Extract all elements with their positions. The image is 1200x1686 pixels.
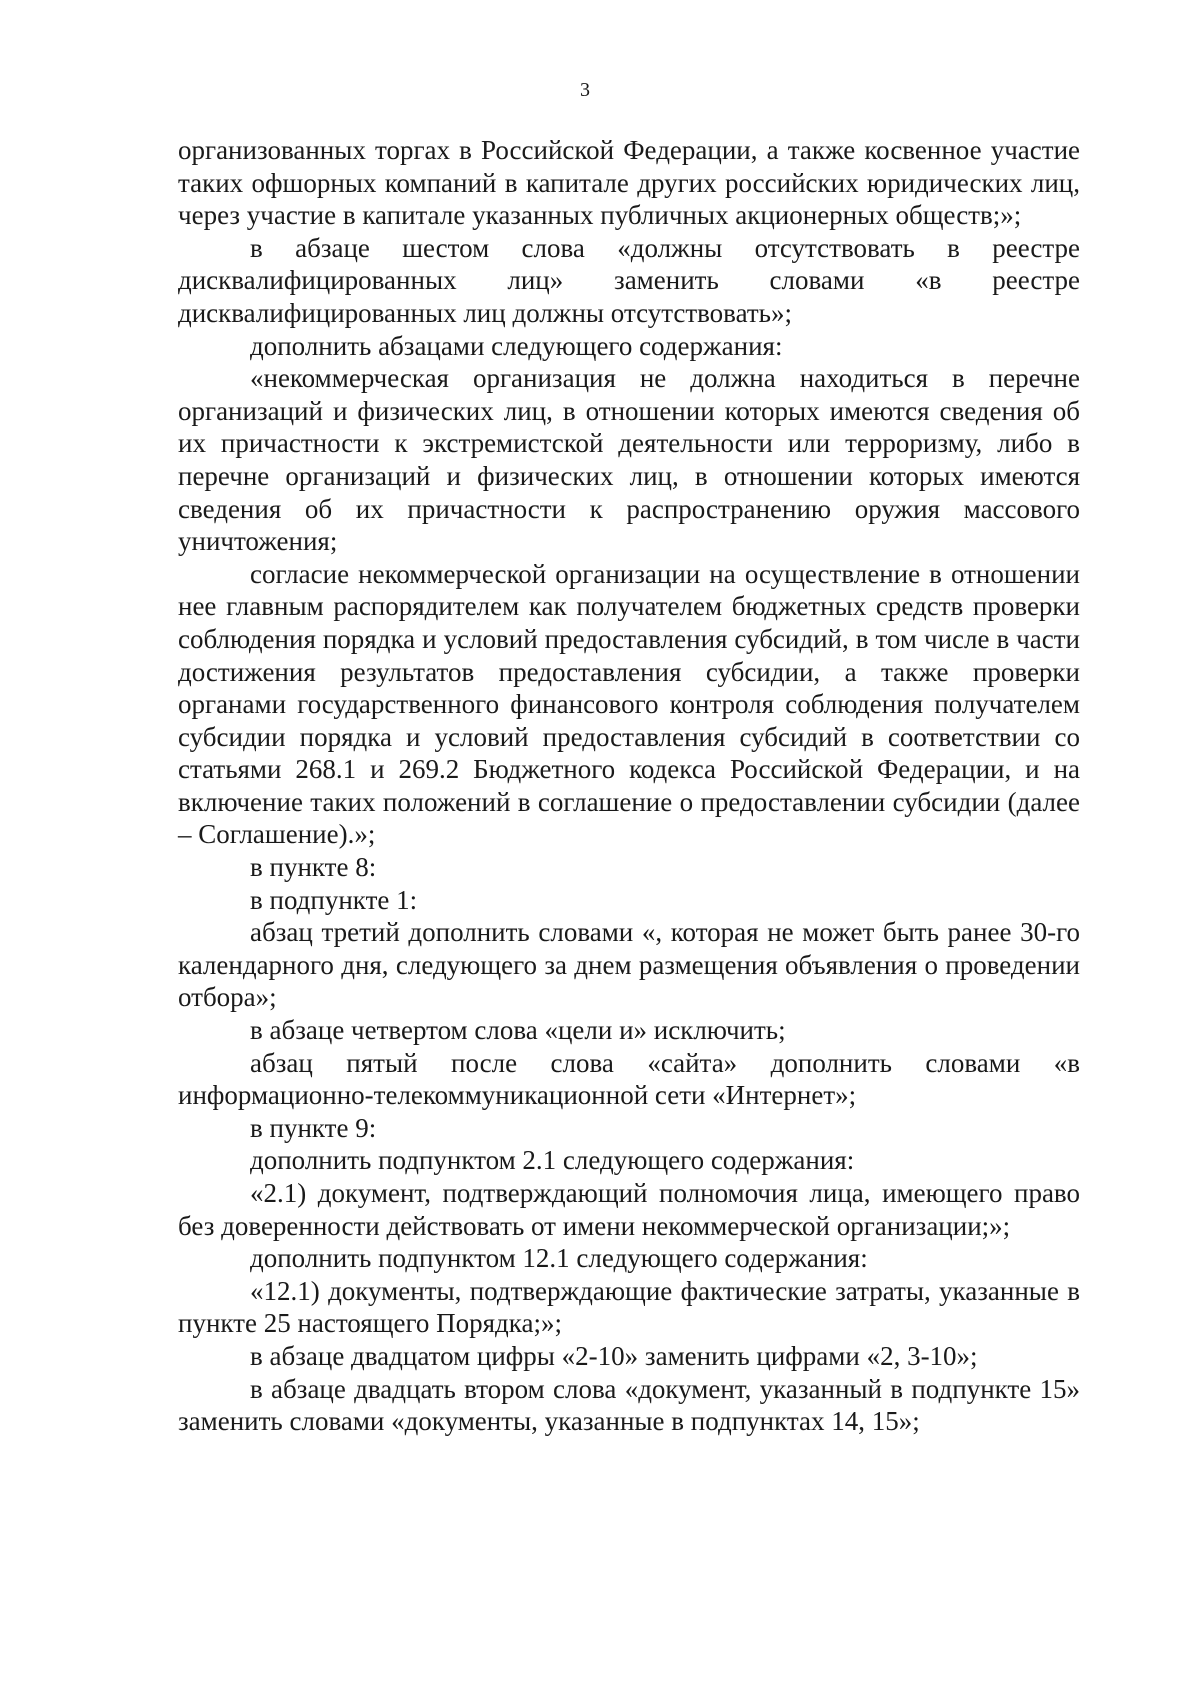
paragraph: в абзаце шестом слова «должны отсутствовать в реестре дисквалифицированных лиц» заменить словами «в реестре дисквалифицированных лиц должны отсутствовать»; xyxy=(178,232,1080,328)
paragraph: «2.1) документ, подтверждающий полномочия лица, имеющего право без доверенности действовать от имени некоммерческой организации;»; xyxy=(178,1178,1080,1241)
paragraph: в подпункте 1: xyxy=(250,884,418,915)
paragraph: согласие некоммерческой организации на осуществление в отношении нее главным распорядителем как получателем бюджетных средств проверки соблюдения порядка и условий предоставления субсидий, в том числе в части достижения результатов предоставления субсидии, а также проверки органами государственного финансового контроля соблюдения получателем субсидии порядка и условий предоставления субсидий в соответствии со статьями 268.1 и 269.2 Бюджетного кодекса Российской Федерации, и на включение таких положений в соглашение о предоставлении субсидии (далее – Соглашение).»; xyxy=(178,558,1080,850)
paragraph: дополнить подпунктом 12.1 следующего содержания: xyxy=(250,1243,868,1274)
paragraph: «12.1) документы, подтверждающие фактические затраты, указанные в пункте 25 настоящего Порядка;»; xyxy=(178,1275,1080,1339)
paragraph: абзац пятый после слова «сайта» дополнить словами «в информационно-телекоммуникационной сети «Интернет»; xyxy=(178,1047,1080,1111)
paragraph: «некоммерческая организация не должна находиться в перечне организаций и физических лиц, в отношении которых имеются сведения об их причастности к экстремистской деятельности или терроризму, либо в перечне организаций и физических лиц, в отношении которых имеются сведения об их причастности к распространению оружия массового уничтожения; xyxy=(178,363,1080,557)
paragraph: в пункте 9: xyxy=(250,1112,377,1143)
paragraph-continuation: организованных торгах в Российской Федерации, а также косвенное участие таких офшорных компаний в капитале других российских юридических лиц, через участие в капитале указанных публичных акционерных обществ;»; xyxy=(178,135,1080,231)
document-body xyxy=(178,134,1080,1438)
page-number: 3 xyxy=(580,79,590,101)
paragraph: дополнить абзацами следующего содержания: xyxy=(250,330,783,361)
paragraph: в абзаце двадцатом цифры «2-10» заменить цифрами «2, 3-10»; xyxy=(250,1340,978,1371)
paragraph: в абзаце двадцать втором слова «документ, указанный в подпункте 15» заменить словами «документы, указанные в подпунктах 14, 15»; xyxy=(178,1373,1080,1437)
paragraph: в пункте 8: xyxy=(250,852,377,883)
paragraph: в абзаце четвертом слова «цели и» исключить; xyxy=(250,1015,786,1046)
paragraph: абзац третий дополнить словами «, которая не может быть ранее 30-го календарного дня, следующего за днем размещения объявления о проведении отбора»; xyxy=(178,917,1080,1013)
paragraph: дополнить подпунктом 2.1 следующего содержания: xyxy=(250,1145,855,1176)
